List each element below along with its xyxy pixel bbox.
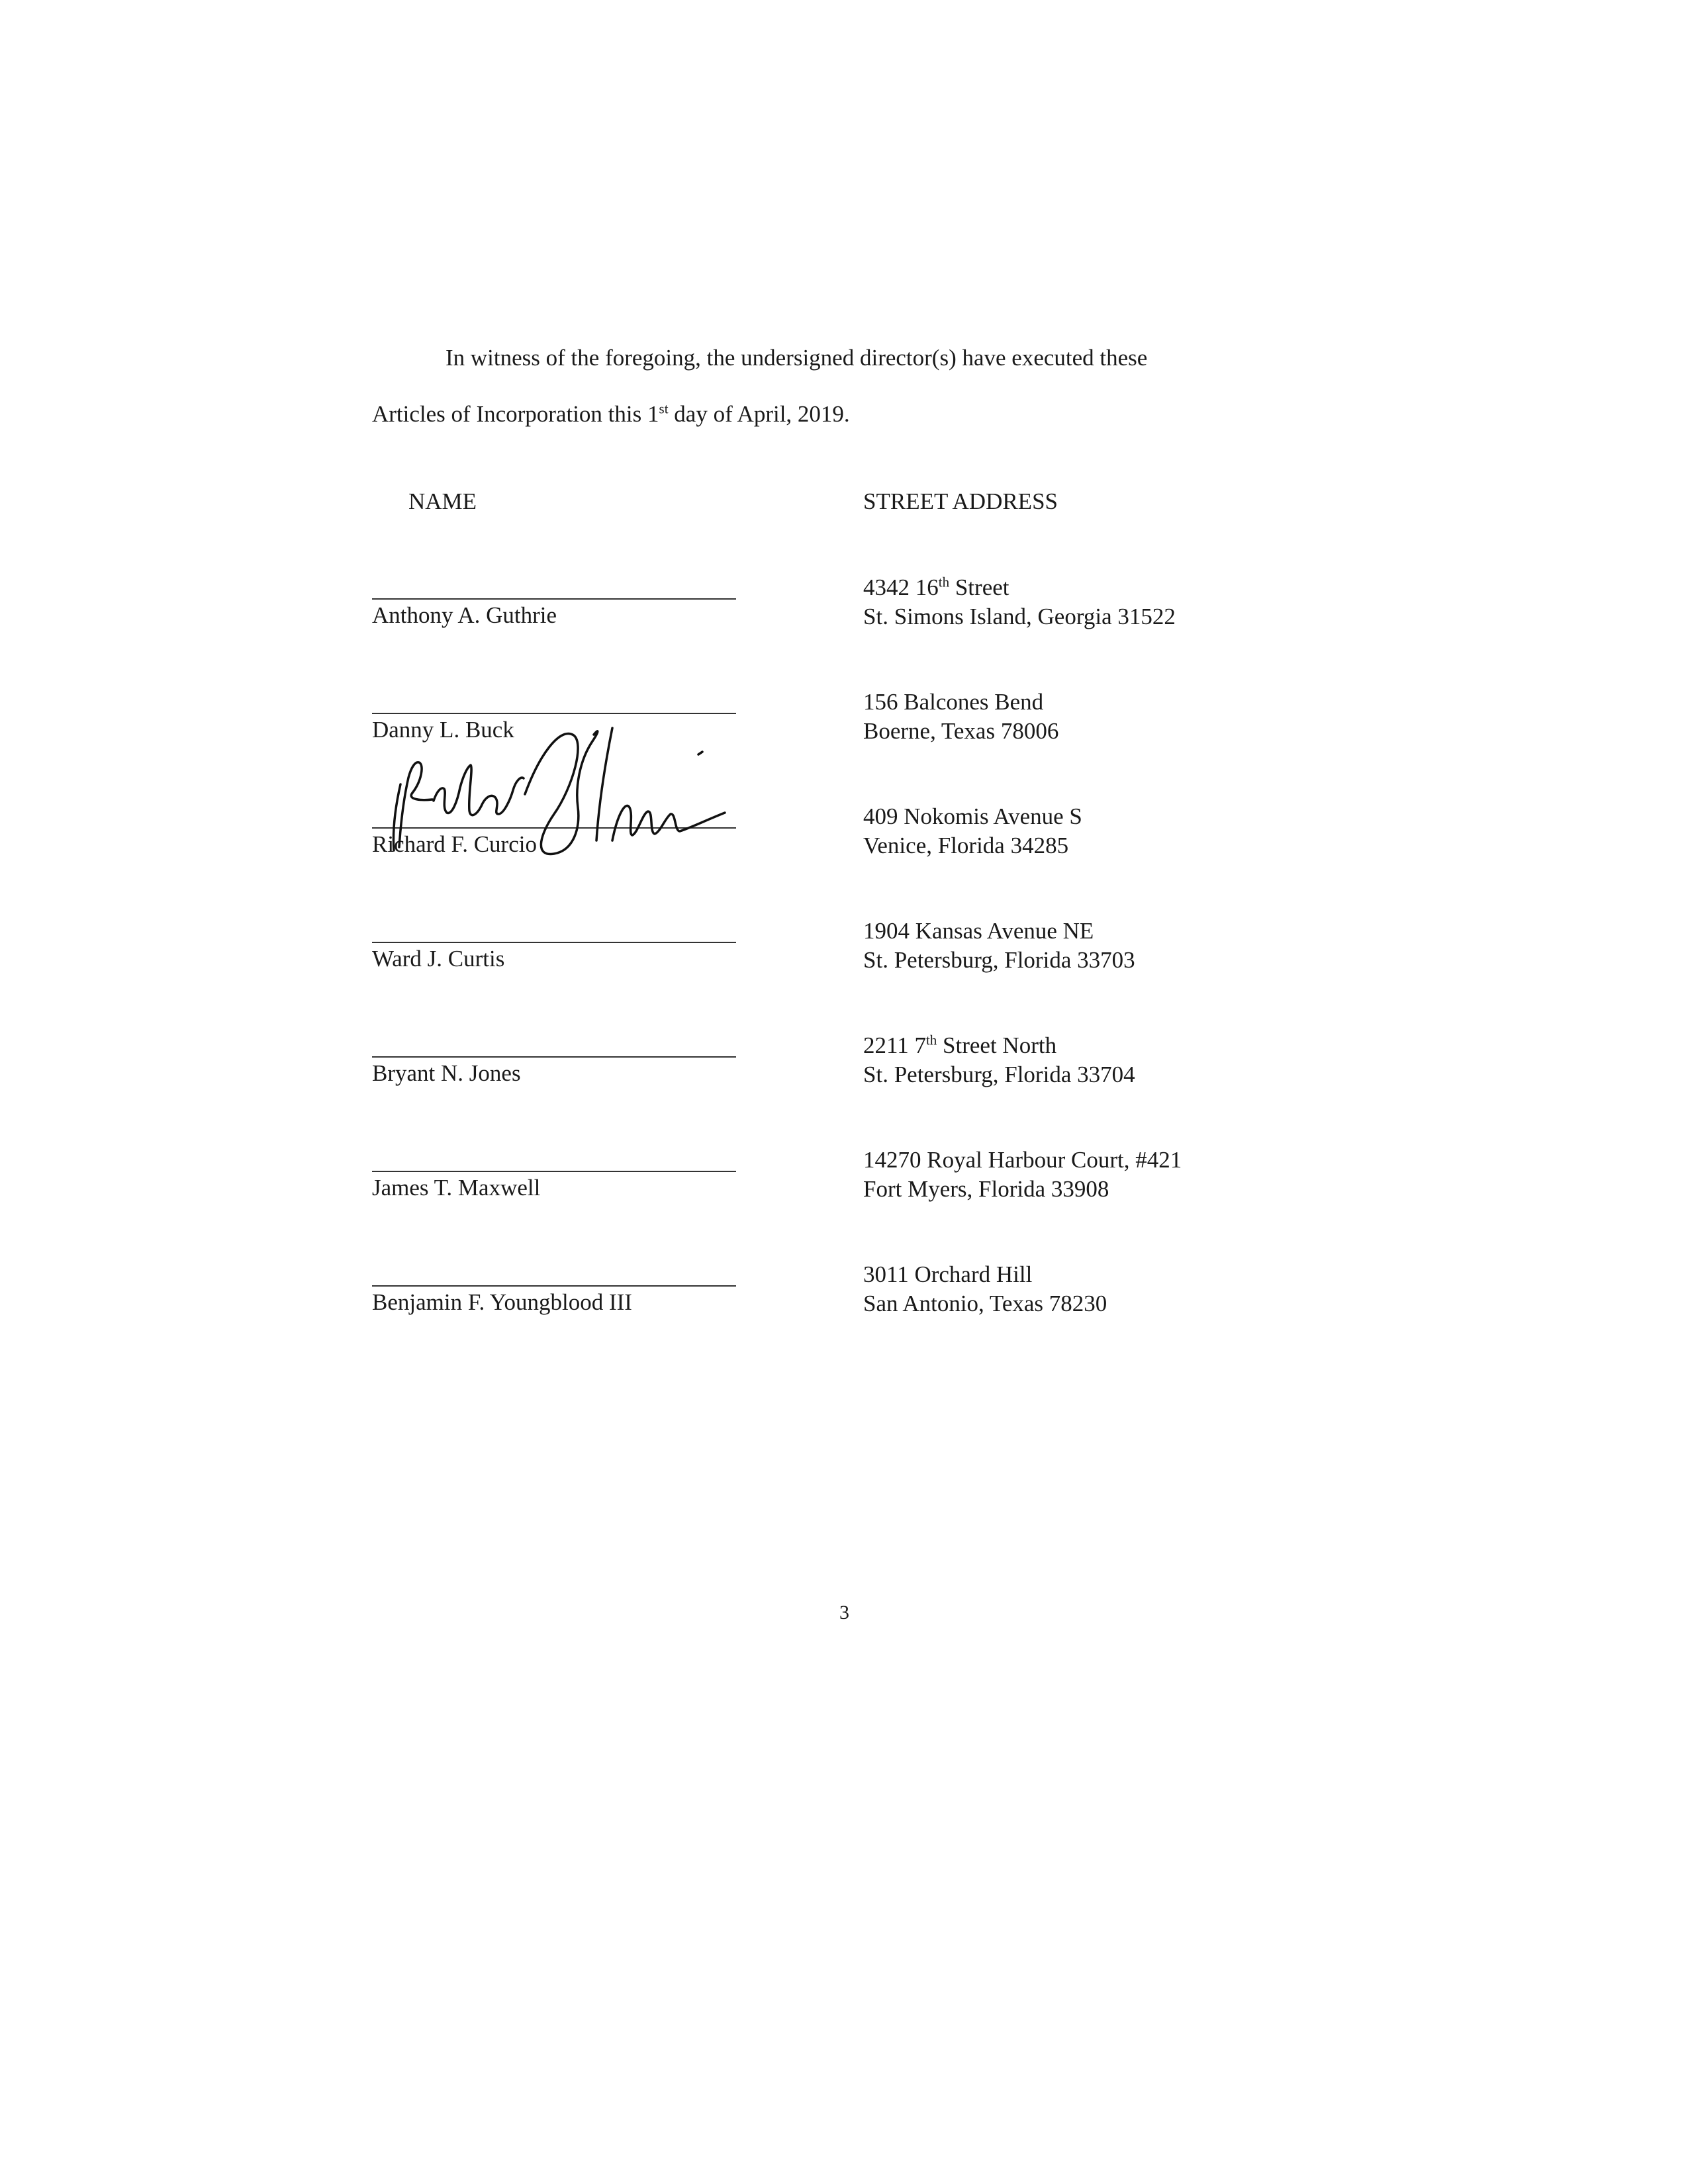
address-line-1-sup: th <box>938 574 950 590</box>
address-line-2: St. Petersburg, Florida 33704 <box>863 1062 1135 1087</box>
intro-line-1: In witness of the foregoing, the undersigned director(s) have executed these <box>445 345 1148 371</box>
signature-line <box>372 942 736 943</box>
address-line-1 <box>863 1146 1182 1175</box>
address-line-1-sup: th <box>925 1032 937 1048</box>
signatory-address <box>863 1260 1107 1318</box>
intro-line-2-sup: st <box>659 400 669 417</box>
address-line-1-text: 4342 16 <box>863 574 939 600</box>
address-line-1-text: 14270 Royal Harbour Court, #421 <box>863 1147 1182 1173</box>
handwritten-signature <box>381 715 751 860</box>
address-line-1-after: Street North <box>937 1032 1057 1058</box>
signatory-name: Benjamin F. Youngblood III <box>372 1289 632 1315</box>
signature-line <box>372 713 736 714</box>
signatory-address <box>863 802 1082 860</box>
address-line-2: St. Petersburg, Florida 33703 <box>863 947 1135 973</box>
address-line-1 <box>863 1031 1135 1060</box>
signature-line <box>372 1171 736 1172</box>
signatory-name: Anthony A. Guthrie <box>372 602 557 628</box>
signatory-name: Danny L. Buck <box>372 717 514 743</box>
intro-line-2 <box>372 400 850 428</box>
address-line-1 <box>863 1260 1107 1289</box>
address-line-1 <box>863 802 1082 831</box>
signature-line <box>372 1285 736 1287</box>
address-line-2: St. Simons Island, Georgia 31522 <box>863 604 1176 629</box>
address-line-2: Boerne, Texas 78006 <box>863 718 1059 744</box>
signatory-address <box>863 573 1176 631</box>
address-line-1 <box>863 688 1058 717</box>
signatory-name: Bryant N. Jones <box>372 1060 521 1086</box>
address-line-1-text: 409 Nokomis Avenue S <box>863 803 1082 829</box>
signatory-name: Ward J. Curtis <box>372 946 505 972</box>
signature-line <box>372 598 736 600</box>
signatory-address <box>863 688 1058 746</box>
signatory-address <box>863 1146 1182 1204</box>
page-number: 3 <box>839 1602 849 1623</box>
address-line-1-text: 3011 Orchard Hill <box>863 1261 1033 1287</box>
address-line-2: Fort Myers, Florida 33908 <box>863 1176 1109 1202</box>
address-line-2: San Antonio, Texas 78230 <box>863 1291 1107 1316</box>
address-line-1 <box>863 573 1176 602</box>
address-line-1-text: 156 Balcones Bend <box>863 689 1044 715</box>
address-line-1-text: 1904 Kansas Avenue NE <box>863 918 1094 944</box>
address-line-1-after: Street <box>949 574 1009 600</box>
name-column-header: NAME <box>408 488 477 514</box>
address-line-2: Venice, Florida 34285 <box>863 833 1069 858</box>
address-column-header: STREET ADDRESS <box>863 488 1058 514</box>
signature-line <box>372 1056 736 1058</box>
signatory-address <box>863 1031 1135 1089</box>
signatory-name: Richard F. Curcio <box>372 831 537 857</box>
address-line-1-text: 2211 7 <box>863 1032 926 1058</box>
intro-line-2-before: Articles of Incorporation this 1 <box>372 401 659 427</box>
intro-line-2-after: day of April, 2019. <box>668 401 850 427</box>
signatory-address <box>863 917 1135 975</box>
address-line-1 <box>863 917 1135 946</box>
signatory-name: James T. Maxwell <box>372 1175 541 1201</box>
